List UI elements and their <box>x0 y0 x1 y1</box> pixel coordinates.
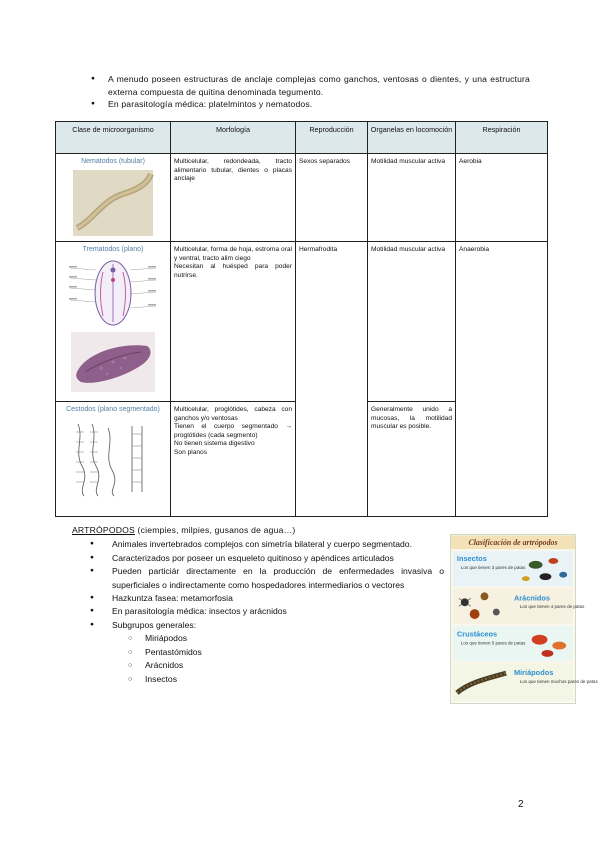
arthropod-classification-poster <box>450 534 598 704</box>
fluke-photo-image <box>71 332 155 392</box>
artropodos-bullet <box>72 619 444 686</box>
table-row <box>56 154 548 242</box>
trematode-diagram-image <box>68 258 158 328</box>
clase-cell <box>56 242 171 402</box>
header-organelas: Organelas en locomoción <box>368 122 456 154</box>
subgroup-item: ○ Pentastómidos <box>112 646 444 659</box>
subgroup-item: ○ Insectos <box>112 673 444 686</box>
poster-section-desc: Los que tienen 4 pares de patas <box>519 604 585 610</box>
respiracion-cell: Anaerobia <box>456 242 548 517</box>
artropodos-section <box>72 524 444 686</box>
poster-section-desc: Los que tienen 3 pares de patas <box>460 564 526 570</box>
reproduccion-cell: Sexos separados <box>296 154 368 242</box>
artropodos-heading <box>72 524 444 536</box>
intro-bullet-list <box>84 73 530 111</box>
table-header-row <box>56 122 548 154</box>
subgroup-item: ○ Arácnidos <box>112 659 444 672</box>
poster-title: Clasificación de artrópodos <box>468 538 558 548</box>
parasite-classification-table <box>55 121 548 517</box>
nematode-micrograph-image <box>73 170 153 236</box>
artropodos-bullet-list <box>72 538 444 685</box>
poster-section-name: Crustáceos <box>456 629 498 639</box>
subgroup-list <box>112 632 444 686</box>
page-number: 2 <box>518 799 524 810</box>
clase-cell <box>56 154 171 242</box>
artropodos-bullet: ● Hazkuntza fasea: metamorfosia <box>72 592 444 605</box>
table-row <box>56 242 548 402</box>
poster-section-name: Insectos <box>456 553 487 563</box>
morfologia-cell: Multicelular, forma de hoja, estroma oral y ventral, tracto alim ciego Necesitan al huésped para poder nutrirse. <box>171 242 296 402</box>
artropodos-bullet: ● Pueden particiár directamente en la producción de enfermedades invasiva o superficiales o indirectamente como hospedadores intermediarios o vectores <box>72 565 444 592</box>
header-reproduccion: Reproducción <box>296 122 368 154</box>
clase-name: Nematodos (tubular) <box>81 158 145 165</box>
poster-section-name: Arácnidos <box>513 593 551 603</box>
header-morfologia: Morfología <box>171 122 296 154</box>
subgroups-label: Subgrupos generales: <box>112 619 197 630</box>
artropodos-bullet: ● Animales invertebrados complejos con simetría bilateral y cuerpo segmentado. <box>72 538 444 551</box>
morfologia-cell: Multicelular, redondeada, tracto alimentario tubular, dientes o placas anclaje <box>171 154 296 242</box>
reproduccion-cell: Hermafrodita <box>296 242 368 517</box>
artropodos-title: ARTRÓPODOS <box>72 525 135 535</box>
morfologia-cell: Multicelular, proglótides, cabeza con ganchos y/o ventosas Tienen el cuerpo segmentado → proglótides (cada segmento) No tienen sistema digestivo Son planos <box>171 402 296 517</box>
artropodos-subtitle: (ciempies, milpies, gusanos de agua…) <box>134 525 296 535</box>
header-clase: Clase de microorganismo <box>56 122 171 154</box>
artropodos-bullet: ● En parasitología médica: insectos y arácnidos <box>72 605 444 618</box>
clase-name: Cestodos (plano segmentado) <box>66 406 160 413</box>
organelas-cell: Generalmente unido a mucosas, la motilidad muscular es posible. <box>368 402 456 517</box>
poster-section-desc: Los que tienen muchos pares de patas <box>519 678 598 684</box>
cestode-diagram-image <box>70 418 156 498</box>
poster-section-name: Miriápodos <box>513 668 554 678</box>
clase-cell <box>56 402 171 517</box>
clase-name: Trematodos (plano) <box>82 246 144 253</box>
respiracion-cell: Aerobia <box>456 154 548 242</box>
header-respiracion: Respiración <box>456 122 548 154</box>
poster-section-desc: Los que tienen 5 pares de patas <box>460 640 526 646</box>
subgroup-item: ○ Miriápodos <box>112 632 444 645</box>
intro-bullet: ● En parasitología médica: platelmintos y nematodos. <box>84 98 530 111</box>
organelas-cell: Motilidad muscular activa <box>368 242 456 402</box>
organelas-cell: Motilidad muscular activa <box>368 154 456 242</box>
artropodos-bullet: ● Caracterizados por poseer un esqueleto quitinoso y apéndices articulados <box>72 552 444 565</box>
intro-bullet: ● A menudo poseen estructuras de anclaje complejas como ganchos, ventosas o dientes, y una estructura externa compuesta de quitina denominada tegumento. <box>84 73 530 98</box>
